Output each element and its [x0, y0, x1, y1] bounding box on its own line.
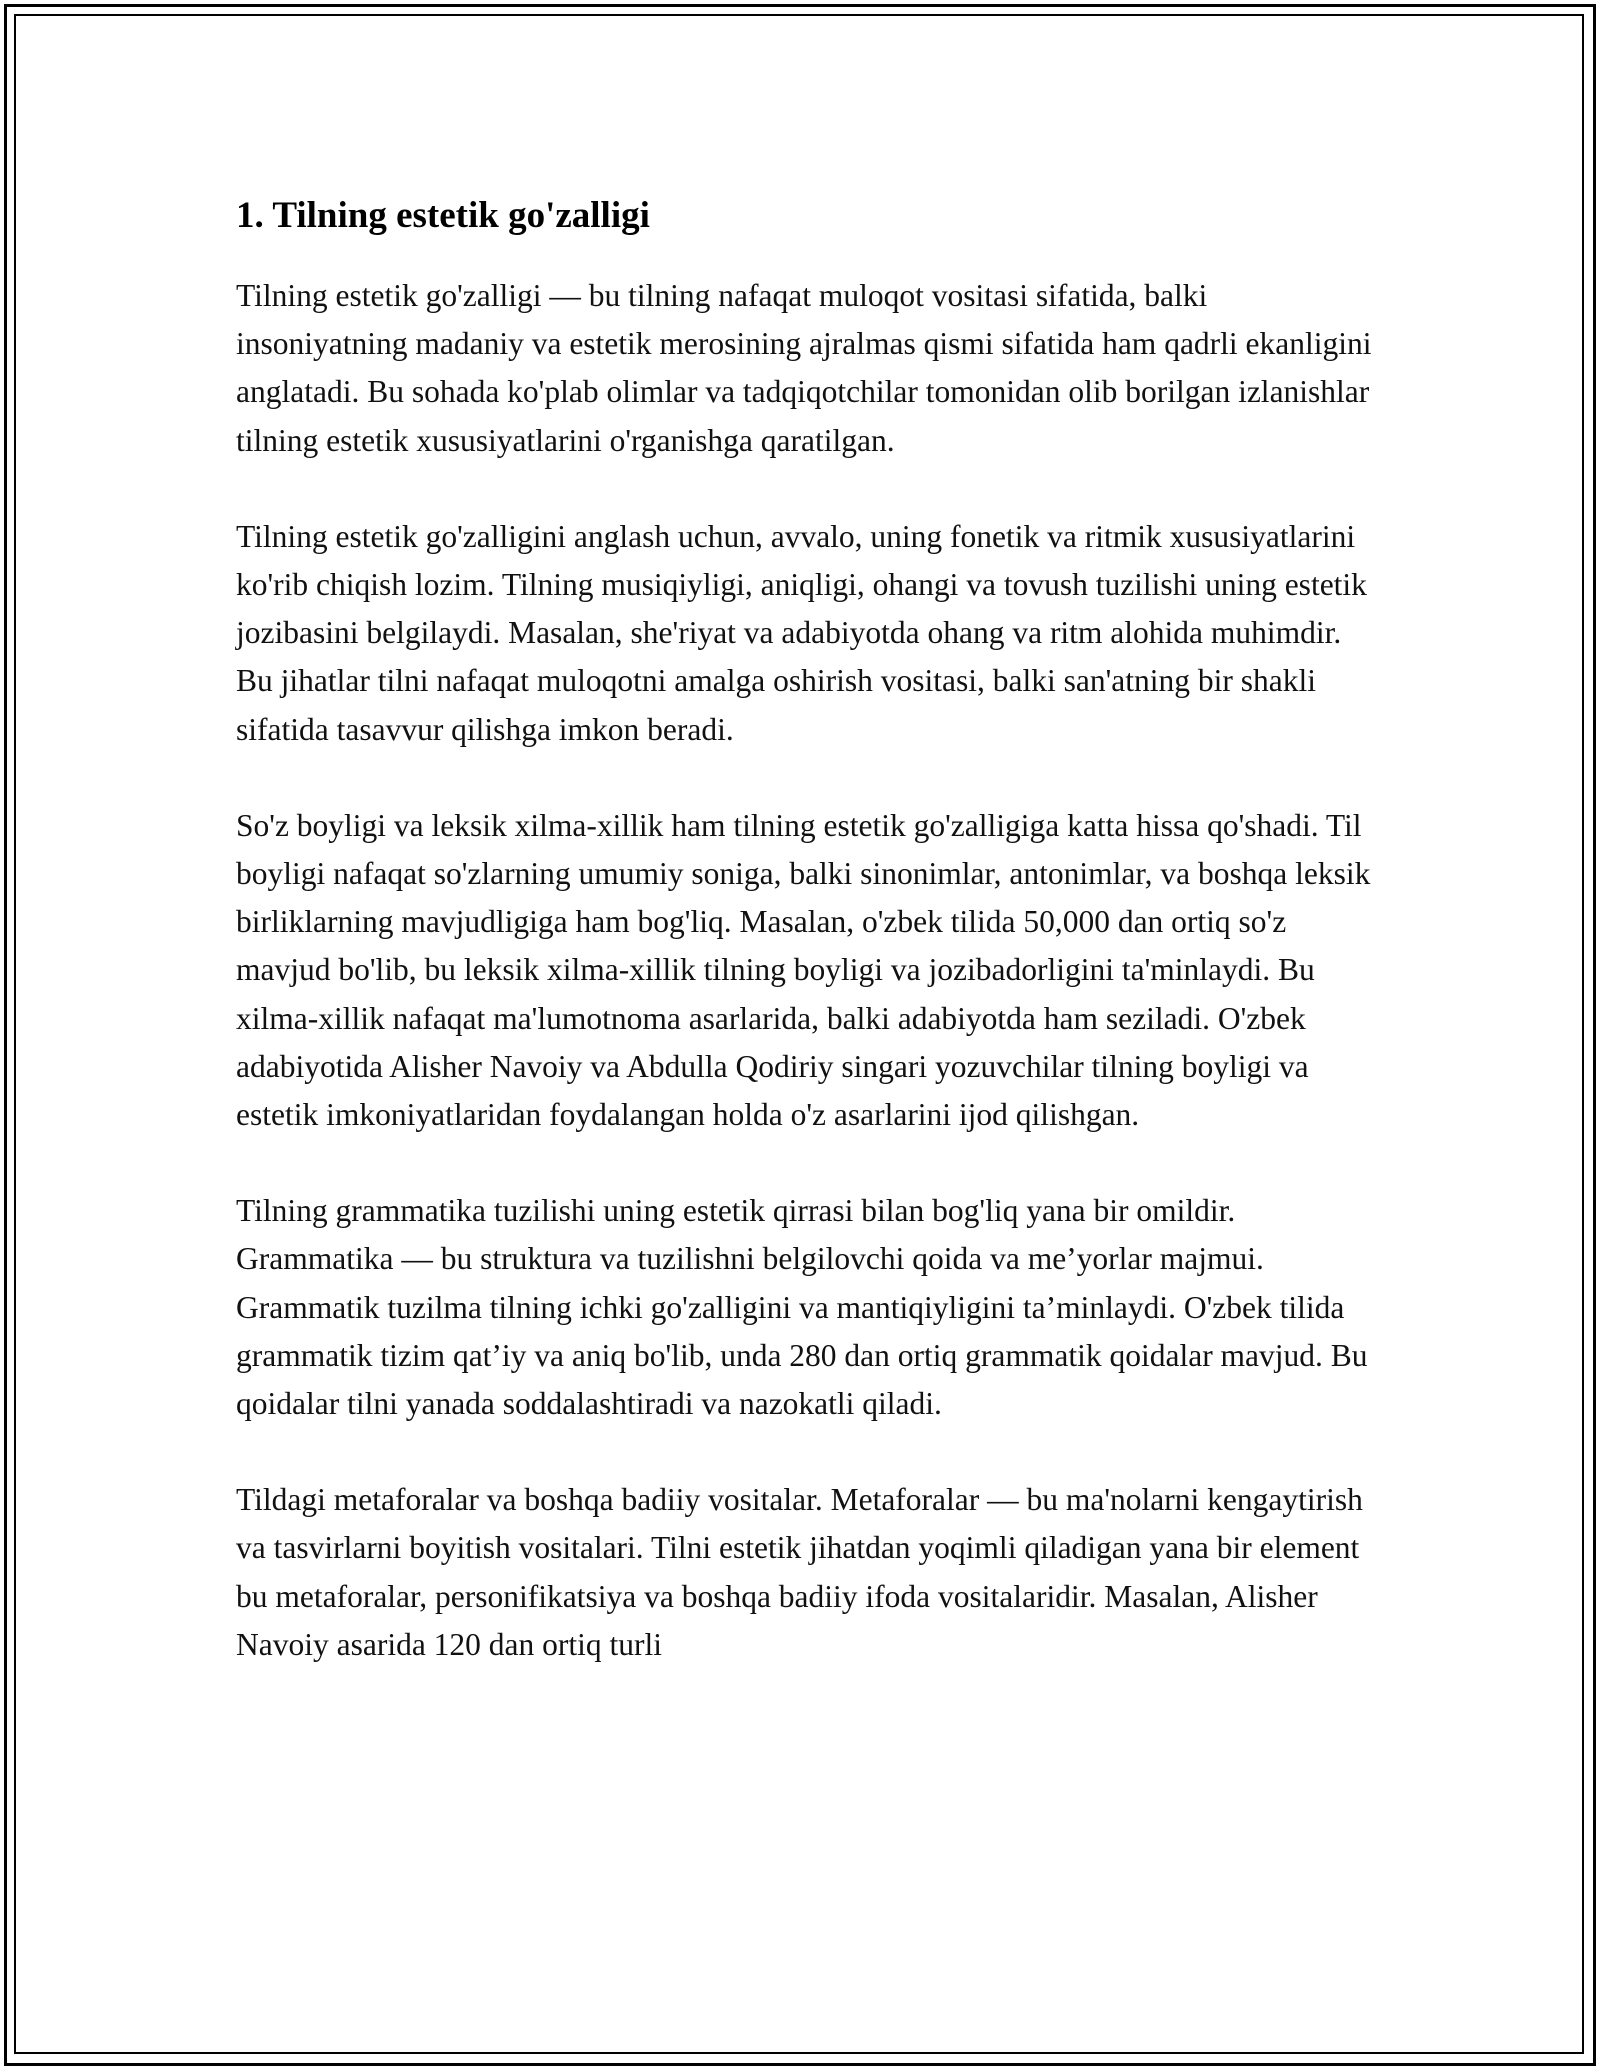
paragraph-4: Tilning grammatika tuzilishi uning estetik qirrasi bilan bog'liq yana bir omildir. Grammatika — bu struktura va tuzilishni belgilovchi qoida va me’yorlar majmui. Grammatik tuzilma tilning ichki go'zalligini va mantiqiyligini ta’minlaydi. O'zbek tilida grammatik tizim qat’iy va aniq bo'lib, unda 280 dan ortiq grammatik qoidalar mavjud. Bu qoidalar tilni yanada soddalashtiradi va nazokatli qiladi. [236, 1193, 1368, 1422]
paragraph-3: So'z boyligi va leksik xilma-xillik ham tilning estetik go'zalligiga katta hissa qo'shadi. Til boyligi nafaqat so'zlarning umumiy soniga, balki sinonimlar, antonimlar, va boshqa leksik birliklarning mavjudligiga ham bog'liq. Masalan, o'zbek tilida 50,000 dan ortiq so'z mavjud bo'lib, bu leksik xilma-xillik tilning boyligi va jozibadorligini ta'minlaydi. Bu xilma-xillik nafaqat ma'lumotnoma asarlarida, balki adabiyotda ham seziladi. O'zbek adabiyotida Alisher Navoiy va Abdulla Qodiriy singari yozuvchilar tilning boyligi va estetik imkoniyatlaridan foydalangan holda o'z asarlarini ijod qilishgan. [236, 807, 1371, 1133]
paragraph-1: Tilning estetik go'zalligi — bu tilning nafaqat muloqot vositasi sifatida, balki insoniyatning madaniy va estetik merosining ajralmas qismi sifatida ham qadrli ekanligini anglatadi. Bu sohada ko'plab olimlar va tadqiqotchilar tomonidan olib borilgan izlanishlar tilning estetik xususiyatlarini o'rganishga qaratilgan. [236, 278, 1372, 458]
paragraph-5: Tildagi metaforalar va boshqa badiiy vositalar. Metaforalar — bu ma'nolarni kengaytirish va tasvirlarni boyitish vositalari. Tilni estetik jihatdan yoqimli qiladigan yana bir element bu metaforalar, personifikatsiya va boshqa badiiy ifoda vositalaridir. Masalan, Alisher Navoiy asarida 120 dan ortiq turli [236, 1482, 1363, 1662]
paragraph-2: Tilning estetik go'zalligini anglash uchun, avvalo, uning fonetik va ritmik xususiyatlarini ko'rib chiqish lozim. Tilning musiqiyligi, aniqligi, ohangi va tovush tuzilishi uning estetik jozibasini belgilaydi. Masalan, she'riyat va adabiyotda ohang va ritm alohida muhimdir. Bu jihatlar tilni nafaqat muloqotni amalga oshirish vositasi, balki san'atning bir shakli sifatida tasavvur qilishga imkon beradi. [236, 518, 1367, 747]
document-body [236, 188, 1376, 1717]
section-heading: 1. Tilning estetik go'zalligi [236, 195, 650, 236]
